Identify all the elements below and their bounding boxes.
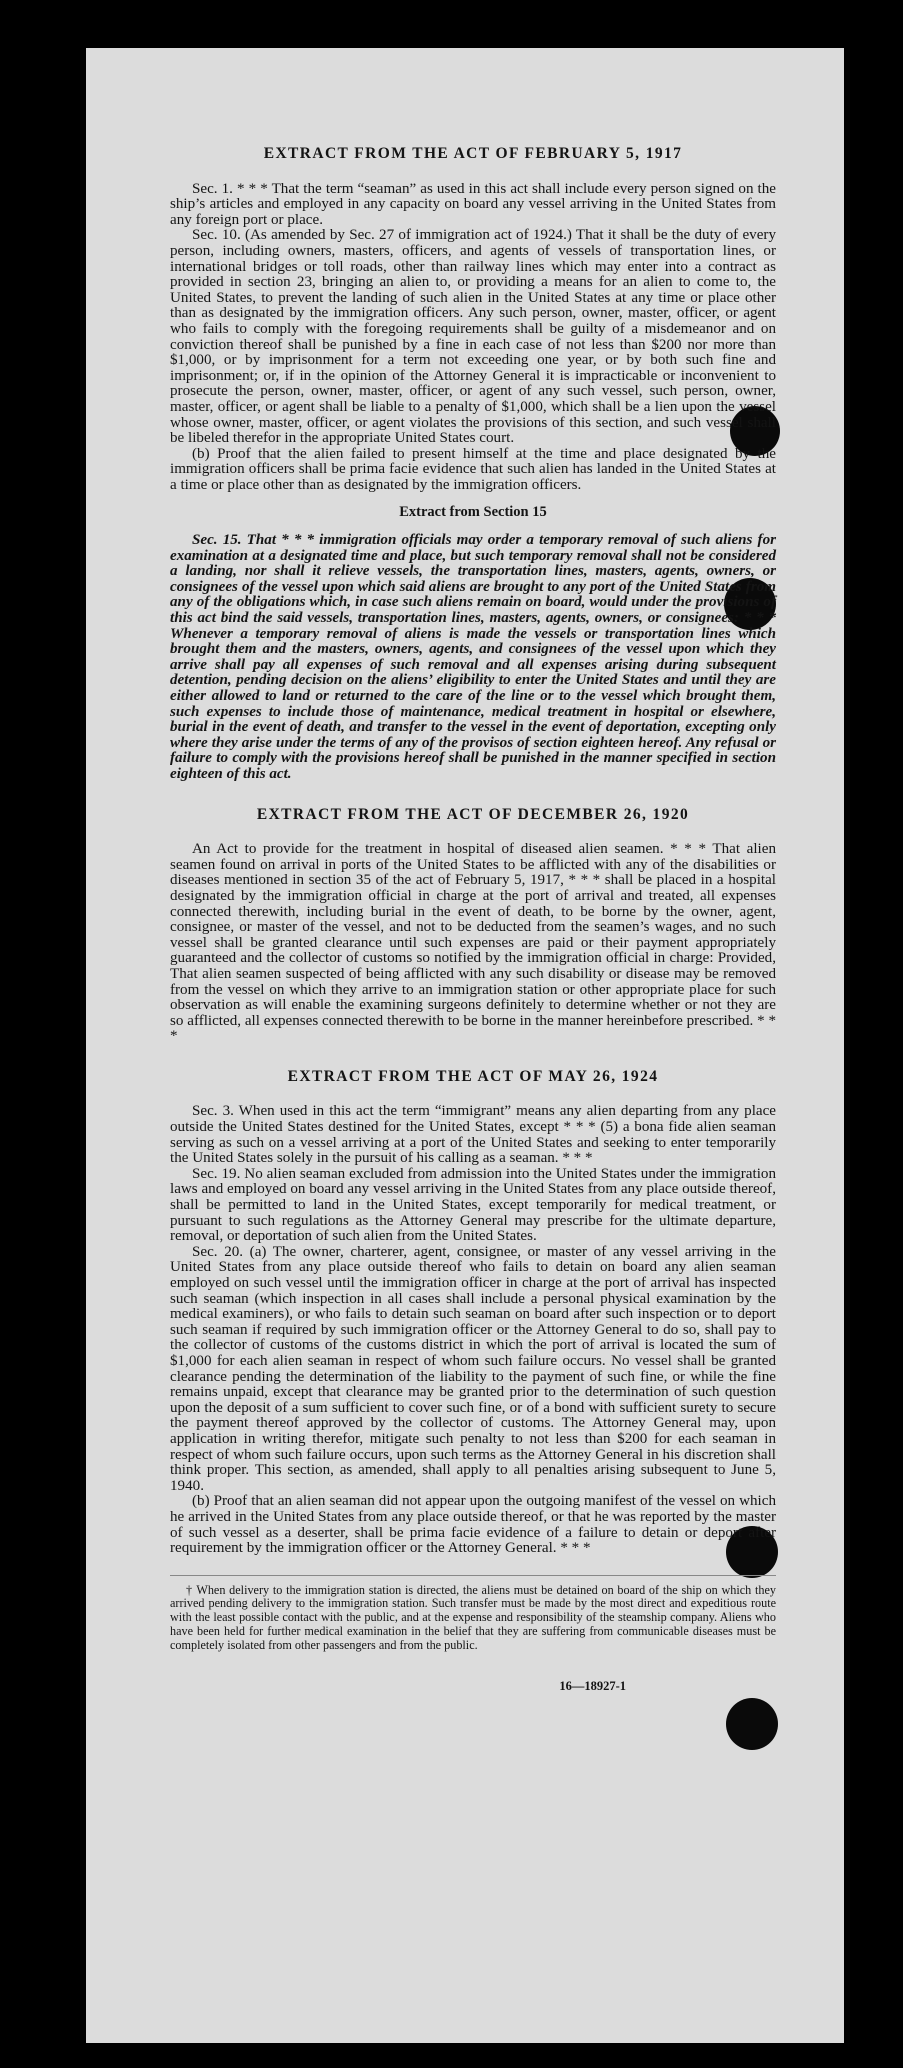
paragraph: Sec. 3. When used in this act the term “immigrant” means any alien departing from any place outside the United States destined for the United States, except * * * (5) a bona fide alien seaman serving as such on a vessel arriving at a port of the United States and seeking to enter temporarily the United States solely in the pursuit of his calling as a seaman. * * * [170,1103,776,1167]
document-body [170,146,776,1694]
paragraph: Sec. 10. (As amended by Sec. 27 of immigration act of 1924.) That it shall be the duty of every person, including owners, masters, officers, and agents of vessels of transportation lines, or international bridges or toll roads, other than railway lines which may enter into a contract as provided in section 23, bringing an alien to, or providing a means for an alien to come to, the United States, to prevent the landing of such alien in the United States at any time or place other than as designated by the immigration officers. Any such person, owner, master, officer, or agent who fails to comply with the foregoing requirements shall be guilty of a misdemeanor and on conviction thereof shall be punished by a fine in each case of not less than $200 nor more than $1,000, or by imprisonment for a term not exceeding one year, or by both such fine and imprisonment; or, if in the opinion of the Attorney General it is impracticable or inconvenient to prosecute the person, owner, master, officer, or agent of any such vessel, such person, owner, master, officer, or agent shall be liable to a penalty of $1,000, which shall be a lien upon the vessel whose owner, master, officer, or agent violates the provisions of this section, and such vessel shall be libeled therefor in the appropriate United States court. [170,227,776,447]
paragraph: (b) Proof that the alien failed to present himself at the time and place designated by the immigration officers shall be prima facie evidence that such alien has landed in the United States at a time or place other than as designated by the immigration officers. [170,445,776,493]
section-subtitle: Extract from Section 15 [399,504,547,521]
paragraph: Sec. 19. No alien seaman excluded from admission into the United States under the immigration laws and employed on board any vessel arriving in the United States from any place outside thereof, shall be permitted to land in the United States, except temporarily for medical treatment, or pursuant to such regulations as the Attorney General may prescribe for the ultimate departure, removal, or deportation of such alien from the United States. [170,1165,776,1245]
paragraph: Sec. 20. (a) The owner, charterer, agent, consignee, or master of any vessel arriving in the United States from any place outside thereof who fails to detain on board any alien seaman employed on such vessel until the immigration officer in charge at the port of arrival has inspected such seaman (which inspection in all cases shall include a personal physical examination by the medical examiners), or who fails to detain such seaman on board after such inspection or to deport such seaman if required by such immigration officer or the Attorney General to do so, shall pay to the collector of customs of the customs district in which the port of arrival is located the sum of $1,000 for each alien seaman in respect of whom such failure occurs. No vessel shall be granted clearance pending the determination of the liability to the payment of such fine, or while the fine remains unpaid, except that clearance may be granted prior to the determination of such question upon the deposit of a sum sufficient to cover such fine, or of a bond with sufficient surety to secure the payment thereof approved by the collector of customs. The Attorney General may, upon application in writing therefor, mitigate such penalty to not less than $200 for each seaman in respect of whom such failure occurs, upon such terms as the Attorney General in his discretion shall think proper. This section, as amended, shall apply to all penalties arising subsequent to June 5, 1940. [170,1243,776,1494]
paragraph: Sec. 15. That * * * immigration officials may order a temporary removal of such aliens for examination at a designated time and place, but such temporary removal shall not be considered a landing, nor shall it relieve vessels, the transportation lines, masters, agents, owners, or consignees of the vessel upon which said aliens are brought to any port of the United States from any of the obligations which, in case such aliens remain on board, would under the provisions of this act bind the said vessels, transportation lines, masters, agents, owners, or consignees: * * * Whenever a temporary removal of aliens is made the vessels or transportation lines which brought them and the masters, owners, agents, and consignees of the vessel upon which they arrive shall pay all expenses of such removal and all expenses arising during subsequent detention, pending decision on the aliens’ eligibility to enter the United States and until they are either allowed to land or returned to the care of the line or to the vessel which brought them, such expenses to include those of maintenance, medical treatment in hospital or elsewhere, burial in the event of death, and transfer to the vessel in the event of deportation, excepting only where they arise under the terms of any of the provisos of section eighteen hereof. Any refusal or failure to comply with the provisions hereof shall be punished in the manner specified in section eighteen of this act. [170,532,776,782]
form-number: 16—18927-1 [559,1678,626,1693]
section-title: EXTRACT FROM THE ACT OF MAY 26, 1924 [287,1067,659,1085]
section-title: EXTRACT FROM THE ACT OF DECEMBER 26, 1920 [256,805,690,823]
paragraph: Sec. 1. * * * That the term “seaman” as used in this act shall include every person signed on the ship’s articles and employed in any capacity on board any vessel arriving in the United States from any foreign port or place. [170,180,776,228]
footnote: † When delivery to the immigration station is directed, the aliens must be detained on board of the ship on which they arrived pending delivery to the immigration station. Such transfer must be made by the most direct and expeditious route with the least possible contact with the public, and at the expense and responsibility of the steamship company. Aliens who have been held for further medical examination in the belief that they are suffering from communicable diseases must be completely isolated from other passengers and from the public. [170,1575,776,1653]
paragraph: An Act to provide for the treatment in hospital of diseased alien seamen. * * * That alien seamen found on arrival in ports of the United States to be afflicted with any of the disabilities or diseases mentioned in section 35 of the act of February 5, 1917, * * * shall be placed in a hospital designated by the immigration official in charge at the port of arrival and treated, all expenses connected therewith, including burial in the event of death, to be borne by the owner, agent, consignee, or master of the vessel, and not to be deducted from the seamen’s wages, and no such vessel shall be granted clearance until such expenses are paid or their payment appropriately guaranteed and the collector of customs so notified by the immigration official in charge: Provided, That alien seamen suspected of being afflicted with any such disability or disease may be removed from the vessel on which they arrive to an immigration station or other appropriate place for such observation as will enable the examining surgeons definitely to determine whether or not they are so afflicted, all expenses connected therewith to be borne in the manner hereinbefore prescribed. * * * [170,841,776,1045]
document-page [86,48,844,2043]
section-title: EXTRACT FROM THE ACT OF FEBRUARY 5, 1917 [263,145,683,162]
paragraph: (b) Proof that an alien seaman did not appear upon the outgoing manifest of the vessel on which he arrived in the United States from any place outside thereof, or that he was reported by the master of such vessel as a deserter, shall be prima facie evidence of a failure to detain or deport after requirement by the immigration officer or the Attorney General. * * * [170,1493,776,1557]
punch-hole [726,1698,778,1750]
